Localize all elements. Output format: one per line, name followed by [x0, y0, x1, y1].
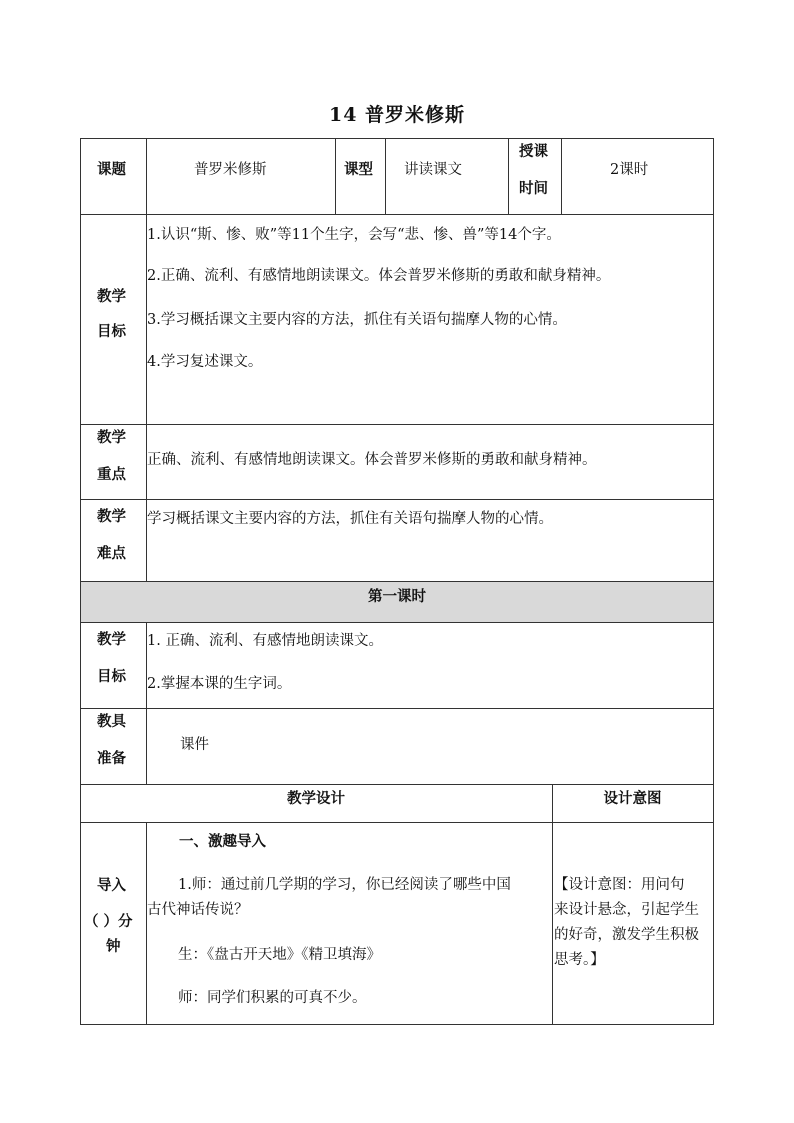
intent-line: 【设计意图：用问句 [554, 877, 685, 893]
grid-line [146, 822, 147, 1024]
difficulties-label-line2: 难点 [97, 545, 126, 562]
grid-line [508, 138, 509, 214]
intent-line: 的好奇，激发学生积极 [554, 927, 699, 943]
type-label: 课型 [344, 161, 373, 178]
intro-line: 1.师：通过前几学期的学习，你已经阅读了哪些中国 [178, 877, 511, 893]
grid-line [80, 708, 714, 709]
goal-item: 1.认识“斯、惨、败”等11个生字，会写“悲、惨、兽”等14个字。 [147, 227, 561, 243]
type-value: 讲读课文 [404, 162, 462, 178]
goals-label-line1: 教学 [97, 288, 126, 305]
lesson-goals-label-line1: 教学 [97, 631, 126, 648]
goal-item: 2.正确、流利、有感情地朗读课文。体会普罗米修斯的勇敢和献身精神。 [147, 268, 611, 284]
grid-line [335, 138, 336, 214]
grid-line [80, 822, 714, 823]
grid-line [80, 499, 714, 500]
grid-line [552, 784, 553, 1024]
goal-item: 4.学习复述课文。 [147, 354, 263, 370]
first-lesson-heading: 第一课时 [368, 588, 426, 605]
keypoints-label-line2: 重点 [97, 466, 126, 483]
keypoints-text: 正确、流利、有感情地朗读课文。体会普罗米修斯的勇敢和献身精神。 [147, 452, 597, 468]
intent-header: 设计意图 [603, 790, 662, 807]
topic-label: 课题 [97, 161, 126, 178]
lesson-goal-item: 1. 正确、流利、有感情地朗读课文。 [147, 633, 383, 649]
document-title: 14 普罗米修斯 [328, 104, 466, 126]
intro-section-title: 一、激趣导入 [179, 833, 266, 850]
time-label-line2: 时间 [519, 180, 548, 197]
grid-line [561, 138, 562, 214]
grid-line [80, 138, 714, 139]
intro-label-line1: 导入 [97, 877, 126, 894]
design-header: 教学设计 [287, 790, 345, 807]
goals-label-line2: 目标 [97, 323, 126, 340]
difficulties-label-line1: 教学 [97, 508, 126, 525]
lesson-goals-label-line2: 目标 [97, 668, 126, 685]
intro-label-line3: 钟 [106, 938, 121, 955]
intent-line: 来设计悬念，引起学生 [554, 902, 699, 918]
intro-label-line2: （ ）分 [84, 913, 133, 930]
time-value: 2课时 [610, 162, 649, 178]
grid-line [385, 138, 386, 214]
grid-line [80, 784, 714, 785]
intro-line: 古代神话传说？ [147, 902, 249, 918]
lesson-goal-item: 2.掌握本课的生字词。 [147, 676, 292, 692]
topic-value: 普罗米修斯 [194, 162, 267, 178]
grid-line [713, 138, 714, 1025]
time-label-line1: 授课 [519, 143, 548, 160]
tools-label-line2: 准备 [97, 750, 126, 767]
intro-line: 师：同学们积累的可真不少。 [178, 990, 367, 1006]
grid-line [80, 622, 714, 623]
grid-line [80, 581, 714, 582]
grid-line [80, 1024, 714, 1025]
intent-line: 思考。】 [554, 952, 605, 968]
tools-value: 课件 [180, 737, 209, 753]
grid-line [80, 138, 81, 1025]
intro-line: 生：《盘古开天地》《精卫填海》 [178, 947, 381, 963]
grid-line [80, 214, 714, 215]
grid-line [80, 424, 714, 425]
tools-label-line1: 教具 [97, 713, 126, 730]
keypoints-label-line1: 教学 [97, 429, 126, 446]
goal-item: 3.学习概括课文主要内容的方法，抓住有关语句揣摩人物的心情。 [147, 312, 567, 328]
difficulties-text: 学习概括课文主要内容的方法，抓住有关语句揣摩人物的心情。 [147, 511, 553, 527]
